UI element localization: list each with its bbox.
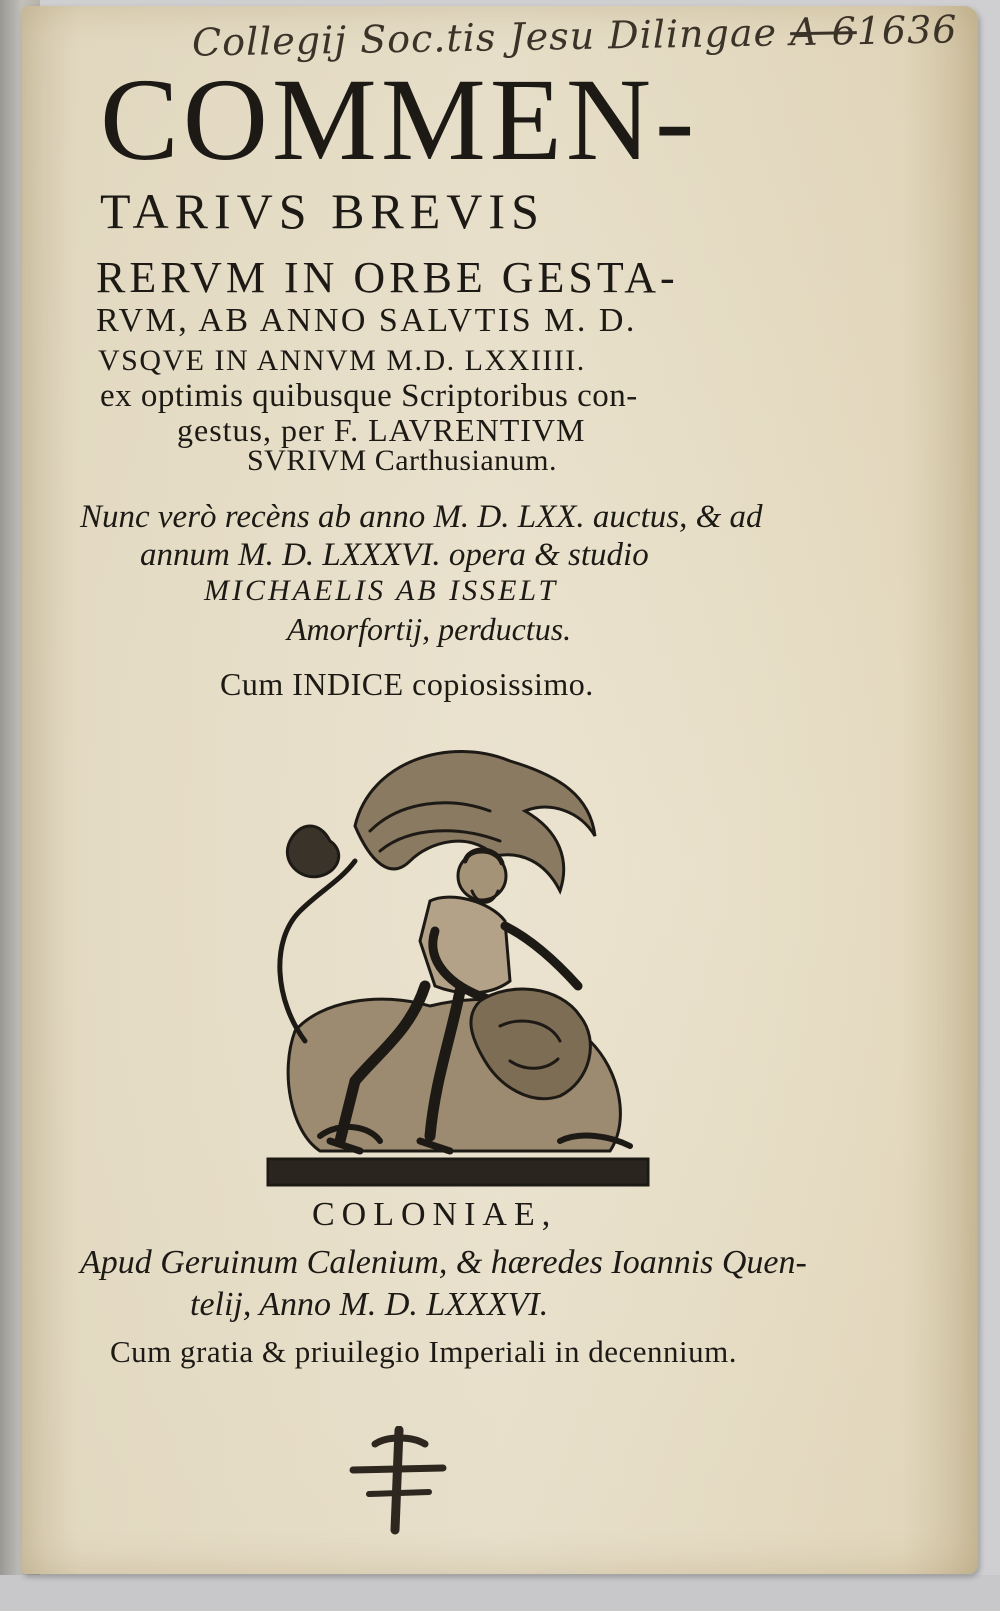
privilege-statement: Cum gratia & priuilegio Imperiali in decennium.	[110, 1334, 737, 1369]
struck-shelfmark: A 6	[789, 9, 858, 55]
table-surface	[0, 1575, 1000, 1611]
index-note: Cum INDICE copiosissimo.	[220, 666, 594, 702]
imprint-publisher-line-2: telij, Anno M. D. LXXXVI.	[190, 1286, 549, 1323]
title-line-7: gestus, per F. LAVRENTIVM	[177, 412, 586, 448]
imprint-place: COLONIAE,	[312, 1196, 558, 1233]
inscription-text: Collegij Soc.tis Jesu Dilingae	[191, 10, 778, 65]
title-line-1: COMMEN-	[100, 54, 699, 185]
title-line-2: TARIVS BREVIS	[100, 183, 545, 239]
continuation-line-3: MICHAELIS AB ISSELT	[204, 574, 559, 607]
samson-and-lion-woodcut-icon	[260, 741, 660, 1201]
continuation-line-4: Amorfortij, perductus.	[287, 611, 572, 647]
title-line-6: ex optimis quibusque Scriptoribus con-	[100, 378, 638, 414]
shelfmark: 1636	[856, 7, 958, 54]
title-line-3: RERVM IN ORBE GESTA-	[96, 253, 679, 302]
title-line-4: RVM, AB ANNO SALVTIS M. D.	[96, 302, 637, 339]
continuation-line-2: annum M. D. LXXXVI. opera & studio	[140, 537, 649, 573]
continuation-line-1: Nunc verò recèns ab anno M. D. LXX. auctus, & ad	[80, 499, 763, 535]
title-line-5: VSQVE IN ANNVM M.D. LXXIIII.	[98, 344, 586, 377]
imprint-publisher-line-1: Apud Geruinum Calenium, & hæredes Ioannis Quen-	[80, 1244, 807, 1281]
double-cross-ownership-mark-icon	[347, 1426, 447, 1536]
title-line-8: SVRIVM Carthusianum.	[247, 444, 557, 477]
title-page	[22, 6, 978, 1574]
